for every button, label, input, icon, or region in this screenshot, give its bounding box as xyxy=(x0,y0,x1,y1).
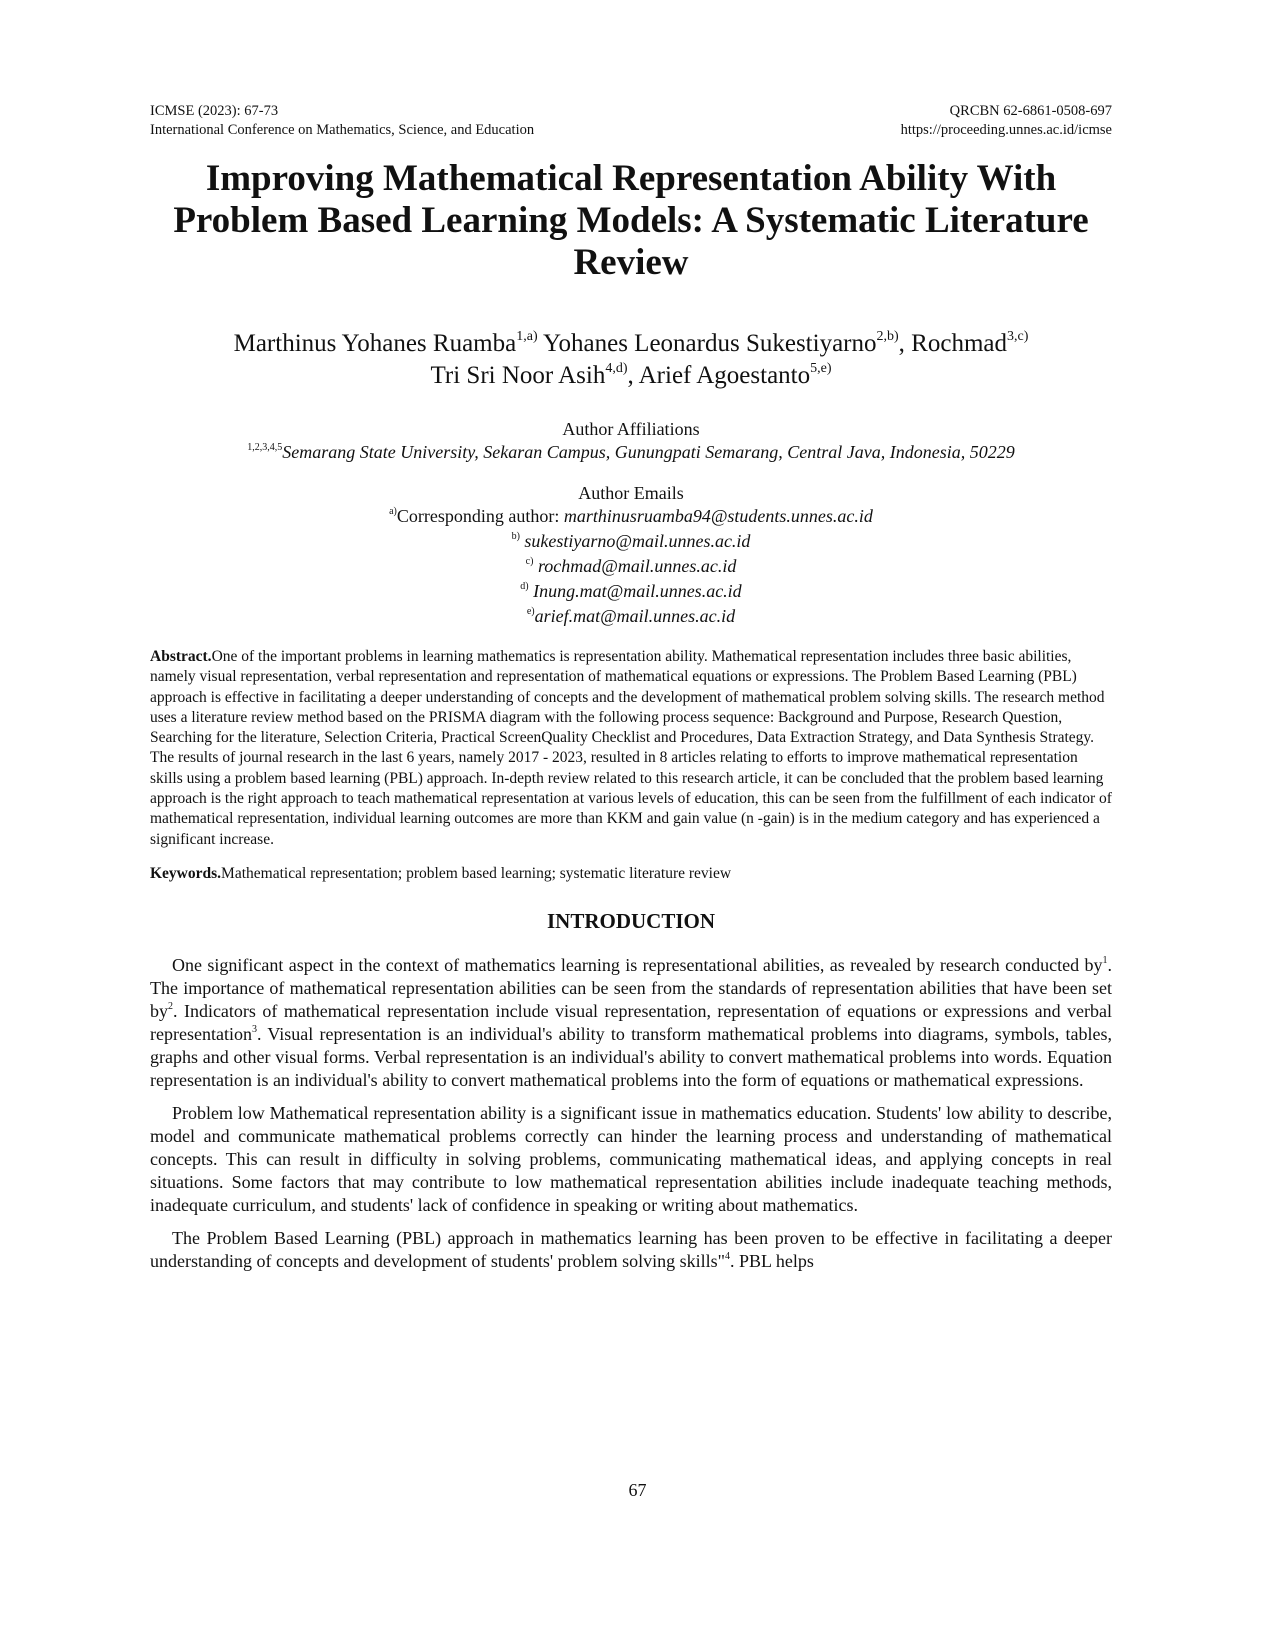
author-line-2 xyxy=(150,360,1112,392)
email-address: Inung.mat@mail.unnes.ac.id xyxy=(528,581,742,601)
author-affiliation-mark: 3,c) xyxy=(1007,329,1029,344)
paragraph xyxy=(150,1227,1112,1273)
conference-name: International Conference on Mathematics, Science, and Education xyxy=(150,122,535,138)
author-affiliation-mark: 1,a) xyxy=(516,329,538,344)
email-item xyxy=(150,529,1112,554)
affiliation-mark: 1,2,3,4,5 xyxy=(247,442,283,453)
author-separator: , xyxy=(898,330,912,357)
keywords-label: Keywords. xyxy=(150,864,222,882)
section-heading-introduction: INTRODUCTION xyxy=(546,908,716,933)
paragraph-text: One significant aspect in the context of mathematics learning is representational abilities, as revealed by research conducted by xyxy=(172,954,1103,975)
email-address: sukestiyarno@mail.unnes.ac.id xyxy=(519,531,751,551)
emails-heading: Author Emails xyxy=(578,483,684,503)
author-name: Rochmad xyxy=(911,330,1007,357)
qrcbn-number: QRCBN 62-6861-0508-697 xyxy=(949,103,1112,119)
email-address: arief.mat@mail.unnes.ac.id xyxy=(534,606,736,626)
author-list xyxy=(150,328,1112,392)
author-affiliation-mark: 4,d) xyxy=(605,361,628,376)
page-number: 67 xyxy=(628,1480,647,1500)
paragraph-text: . Indicators of mathematical representation include visual representation, representation of equations or expressions and verbal representation xyxy=(150,1000,1112,1044)
affiliations-heading: Author Affiliations xyxy=(562,419,700,439)
author-name: Tri Sri Noor Asih xyxy=(430,362,606,389)
email-address: marthinusruamba94@students.unnes.ac.id xyxy=(563,506,873,526)
keywords-text: Mathematical representation; problem based learning; systematic literature review xyxy=(221,864,732,882)
paragraph-text: . Visual representation is an individual's ability to transform mathematical problems into diagrams, symbols, tables, graphs and other visual forms. Verbal representation is an individual's ability to convert mathematical problems into words. Equation representation is an individual's ability to convert mathematical problems into the form of equations or mathematical expressions. xyxy=(150,1023,1112,1090)
citation-ref: 2 xyxy=(168,1000,173,1012)
email-mark: c) xyxy=(525,556,534,567)
email-item xyxy=(150,504,1112,529)
paragraph xyxy=(150,954,1112,1092)
abstract xyxy=(150,647,1112,850)
author-name: Marthinus Yohanes Ruamba xyxy=(233,330,517,357)
author-affiliation-mark: 2,b) xyxy=(876,329,899,344)
citation-ref: 4 xyxy=(725,1250,730,1262)
author-affiliation-mark: 5,e) xyxy=(810,361,832,376)
author-name: Arief Agoestanto xyxy=(638,362,811,389)
email-mark: a) xyxy=(389,506,397,517)
affiliation-text xyxy=(150,440,1112,464)
keywords xyxy=(150,864,1112,884)
paper-page xyxy=(150,102,1112,1283)
email-mark: d) xyxy=(520,581,529,592)
author-name: Yohanes Leonardus Sukestiyarno xyxy=(542,330,877,357)
email-item xyxy=(150,604,1112,629)
email-item xyxy=(150,554,1112,579)
email-list xyxy=(150,504,1112,629)
paragraph-text: . PBL helps xyxy=(730,1250,814,1271)
paragraph-text: The Problem Based Learning (PBL) approach in mathematics learning has been proven to be effective in facilitating a deeper understanding of concepts and development of students' problem solving skills" xyxy=(150,1227,1112,1271)
running-header xyxy=(150,102,1112,140)
corresponding-label: Corresponding author: xyxy=(396,506,564,526)
email-mark: e) xyxy=(526,606,535,617)
email-mark: b) xyxy=(511,531,520,542)
author-separator: , xyxy=(627,362,639,389)
abstract-label: Abstract. xyxy=(150,648,212,665)
affiliation-name: Semarang State University, Sekaran Campus, Gunungpati Semarang, Central Java, Indonesia, 50229 xyxy=(282,442,1015,462)
author-line-1 xyxy=(150,328,1112,360)
abstract-text: One of the important problems in learning mathematics is representation ability. Mathematical representation includes three basic abilities, namely visual representation, verbal representation and representation of mathematical equations or expressions. The Problem Based Learning (PBL) approach is effective in facilitating a deeper understanding of concepts and the development of mathematical problem solving skills. The research method uses a literature review method based on the PRISMA diagram with the following process sequence: Background and Purpose, Research Question, Searching for the literature, Selection Criteria, Practical ScreenQuality Checklist and Procedures, Data Extraction Strategy, and Data Synthesis Strategy. The results of journal research in the last 6 years, namely 2017 - 2023, resulted in 8 articles relating to efforts to improve mathematical representation skills using a problem based learning (PBL) approach. In-depth review related to this research article, it can be concluded that the problem based learning approach is the right approach to teach mathematical representation at various levels of education, this can be seen from the fulfillment of each indicator of mathematical representation, individual learning outcomes are more than KKM and gain value (n -gain) is in the medium category and has experienced a significant increase. xyxy=(150,648,1112,848)
citation-ref: 1 xyxy=(1102,954,1108,966)
conference-citation: ICMSE (2023): 67-73 xyxy=(150,103,279,119)
paragraph: Problem low Mathematical representation ability is a significant issue in mathematics education. Students' low ability to describe, model and communicate mathematical problems correctly can hinder the learning process and understanding of mathematical concepts. This can result in difficulty in solving problems, communicating mathematical ideas, and applying concepts in real situations. Some factors that may contribute to low mathematical representation abilities include inadequate teaching methods, inadequate curriculum, and students' lack of confidence in speaking or writing about mathematics. xyxy=(150,1102,1112,1215)
email-item xyxy=(150,579,1112,604)
citation-ref: 3 xyxy=(251,1023,257,1035)
paragraph-text: . The importance of mathematical representation abilities can be seen from the standards of representation abilities that have been set by xyxy=(150,954,1112,1021)
paper-title: Improving Mathematical Representation Ability With Problem Based Learning Models: A Systematic Literature Review xyxy=(173,158,1089,283)
introduction-body xyxy=(150,954,1112,1273)
email-address: rochmad@mail.unnes.ac.id xyxy=(533,556,737,576)
proceeding-url: https://proceeding.unnes.ac.id/icmse xyxy=(900,122,1112,138)
